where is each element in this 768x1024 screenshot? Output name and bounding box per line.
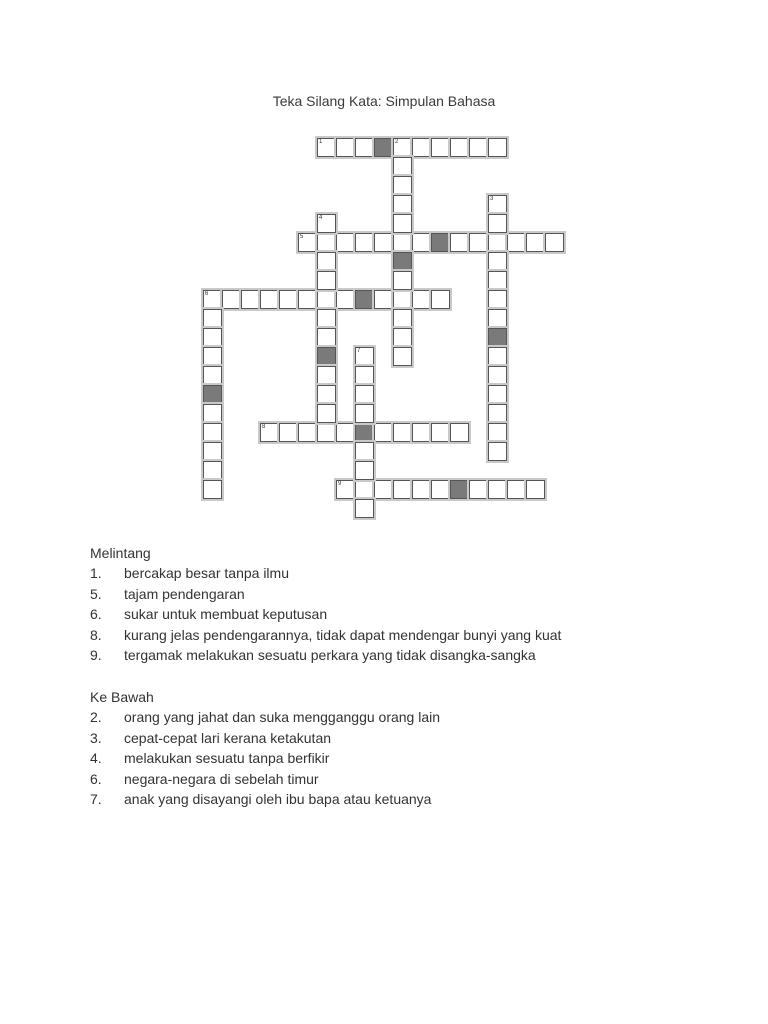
crossword-cell[interactable] xyxy=(260,423,279,442)
crossword-cell[interactable] xyxy=(355,138,374,157)
crossword-cell[interactable] xyxy=(393,309,412,328)
clue-across-9: 9. tergamak melakukan sesuatu perkara yang tidak disangka-sangka xyxy=(90,647,536,663)
crossword-cell[interactable] xyxy=(507,480,526,499)
crossword-cell[interactable] xyxy=(298,233,317,252)
crossword-cell[interactable] xyxy=(488,404,507,423)
crossword-cell[interactable] xyxy=(336,138,355,157)
crossword-cell[interactable] xyxy=(526,480,545,499)
crossword-cell[interactable] xyxy=(393,176,412,195)
crossword-cell[interactable] xyxy=(355,366,374,385)
crossword-cell[interactable] xyxy=(469,480,488,499)
crossword-cell[interactable] xyxy=(203,328,222,347)
crossword-cell[interactable] xyxy=(336,423,355,442)
crossword-cell[interactable] xyxy=(488,233,507,252)
clue-number: 7 xyxy=(357,348,361,354)
crossword-cell[interactable] xyxy=(298,290,317,309)
shaded-cell xyxy=(374,138,393,157)
crossword-cell[interactable] xyxy=(374,480,393,499)
crossword-cell[interactable] xyxy=(355,442,374,461)
crossword-cell[interactable] xyxy=(374,423,393,442)
crossword-cell[interactable] xyxy=(393,233,412,252)
crossword-cell[interactable] xyxy=(488,366,507,385)
crossword-cell[interactable] xyxy=(488,138,507,157)
crossword-cell[interactable] xyxy=(317,233,336,252)
crossword-cell[interactable] xyxy=(412,233,431,252)
crossword-cell[interactable] xyxy=(393,423,412,442)
crossword-cell[interactable] xyxy=(488,290,507,309)
crossword-cell[interactable] xyxy=(336,233,355,252)
crossword-cell[interactable] xyxy=(203,404,222,423)
crossword-cell[interactable] xyxy=(374,233,393,252)
crossword-cell[interactable] xyxy=(450,138,469,157)
clue-down-3: 3. cepat-cepat lari kerana ketakutan xyxy=(90,729,332,746)
crossword-cell[interactable] xyxy=(393,290,412,309)
crossword-cell[interactable] xyxy=(488,309,507,328)
clue-number: 9 xyxy=(338,481,342,487)
crossword-cell[interactable] xyxy=(336,290,355,309)
shaded-cell xyxy=(355,290,374,309)
crossword-cell[interactable] xyxy=(488,385,507,404)
crossword-cell[interactable] xyxy=(412,480,431,499)
across-clues xyxy=(90,543,561,666)
crossword-cell[interactable] xyxy=(317,404,336,423)
crossword-cell[interactable] xyxy=(317,366,336,385)
crossword-cell[interactable] xyxy=(355,233,374,252)
crossword-cell[interactable] xyxy=(355,499,374,518)
shaded-cell xyxy=(203,385,222,404)
crossword-cell[interactable] xyxy=(317,214,336,233)
crossword-cell[interactable] xyxy=(545,233,564,252)
clue-down-2: 2. orang yang jahat dan suka mengganggu orang lain xyxy=(90,709,441,725)
clue-number: 8 xyxy=(262,424,266,430)
crossword-cell[interactable] xyxy=(450,233,469,252)
crossword-cell[interactable] xyxy=(412,138,431,157)
crossword-cell[interactable] xyxy=(317,385,336,404)
clue-number: 5 xyxy=(300,234,304,240)
clue-down-6: 6. negara-negara di sebelah timur xyxy=(90,770,319,787)
crossword-cell[interactable] xyxy=(317,252,336,271)
clue-down-7: 7. anak yang disayangi oleh ibu bapa atau ketuanya xyxy=(90,791,432,807)
crossword-cell[interactable] xyxy=(203,461,222,480)
crossword-cell[interactable] xyxy=(260,290,279,309)
crossword-cell[interactable] xyxy=(431,138,450,157)
crossword-cell[interactable] xyxy=(279,423,298,442)
crossword-cell[interactable] xyxy=(488,480,507,499)
shaded-cell xyxy=(355,423,374,442)
crossword-cell[interactable] xyxy=(222,290,241,309)
down-heading: Ke Bawah xyxy=(90,689,154,705)
clue-across-6: 6. sukar untuk membuat keputusan xyxy=(90,606,328,622)
crossword-cell[interactable] xyxy=(355,461,374,480)
crossword-cell[interactable] xyxy=(526,233,545,252)
crossword-cell[interactable] xyxy=(203,423,222,442)
crossword-cell[interactable] xyxy=(355,404,374,423)
crossword-cell[interactable] xyxy=(450,423,469,442)
crossword-cell[interactable] xyxy=(488,214,507,233)
clue-number: 6 xyxy=(205,291,209,297)
crossword-cell[interactable] xyxy=(317,290,336,309)
crossword-cell[interactable] xyxy=(336,480,355,499)
crossword-cell[interactable] xyxy=(203,309,222,328)
crossword-cell[interactable] xyxy=(279,290,298,309)
crossword-cell[interactable] xyxy=(241,290,260,309)
crossword-cell[interactable] xyxy=(507,233,526,252)
crossword-cell[interactable] xyxy=(412,290,431,309)
shaded-cell xyxy=(431,233,450,252)
crossword-cell[interactable] xyxy=(393,480,412,499)
crossword-cell[interactable] xyxy=(488,195,507,214)
crossword-cell[interactable] xyxy=(298,423,317,442)
crossword-cell[interactable] xyxy=(374,290,393,309)
crossword-cell[interactable] xyxy=(203,347,222,366)
clue-number: 3 xyxy=(490,196,494,202)
crossword-cell[interactable] xyxy=(469,233,488,252)
crossword-cell[interactable] xyxy=(393,328,412,347)
clue-across-1: 1. bercakap besar tanpa ilmu xyxy=(90,565,289,581)
crossword-cell[interactable] xyxy=(469,138,488,157)
crossword-cell[interactable] xyxy=(203,290,222,309)
crossword-cell[interactable] xyxy=(488,271,507,290)
clue-across-8: 8. kurang jelas pendengarannya, tidak dapat mendengar bunyi yang kuat xyxy=(90,626,562,643)
crossword-cell[interactable] xyxy=(431,423,450,442)
crossword-cell[interactable] xyxy=(317,328,336,347)
crossword-cell[interactable] xyxy=(393,271,412,290)
crossword-cell[interactable] xyxy=(488,347,507,366)
crossword-cell[interactable] xyxy=(393,195,412,214)
crossword-cell[interactable] xyxy=(317,138,336,157)
shaded-cell xyxy=(317,347,336,366)
crossword-cell[interactable] xyxy=(355,480,374,499)
crossword-cell[interactable] xyxy=(355,347,374,366)
crossword-cell[interactable] xyxy=(317,309,336,328)
crossword-cell[interactable] xyxy=(203,442,222,461)
crossword-cell[interactable] xyxy=(203,366,222,385)
clue-down-4: 4. melakukan sesuatu tanpa berfikir xyxy=(90,750,330,766)
crossword-cell[interactable] xyxy=(488,252,507,271)
crossword-cell[interactable] xyxy=(431,480,450,499)
crossword-cell[interactable] xyxy=(317,271,336,290)
crossword-cell[interactable] xyxy=(488,423,507,442)
clue-number: 4 xyxy=(319,215,323,221)
clue-number: 1 xyxy=(319,139,323,145)
page-title: Teka Silang Kata: Simpulan Bahasa xyxy=(272,93,496,109)
crossword-cell[interactable] xyxy=(203,480,222,499)
crossword-cell[interactable] xyxy=(393,157,412,176)
clue-number: 2 xyxy=(395,139,399,145)
crossword-cell[interactable] xyxy=(488,442,507,461)
across-heading: Melintang xyxy=(90,545,151,561)
clue-across-5: 5. tajam pendengaran xyxy=(90,585,245,602)
crossword-cell[interactable] xyxy=(393,214,412,233)
shaded-cell xyxy=(488,328,507,347)
down-clues xyxy=(90,687,440,810)
shaded-cell xyxy=(450,480,469,499)
crossword-cell[interactable] xyxy=(431,290,450,309)
crossword-cell[interactable] xyxy=(393,347,412,366)
crossword-cell[interactable] xyxy=(317,423,336,442)
shaded-cell xyxy=(393,252,412,271)
crossword-cell[interactable] xyxy=(393,138,412,157)
crossword-cell[interactable] xyxy=(412,423,431,442)
crossword-cell[interactable] xyxy=(355,385,374,404)
